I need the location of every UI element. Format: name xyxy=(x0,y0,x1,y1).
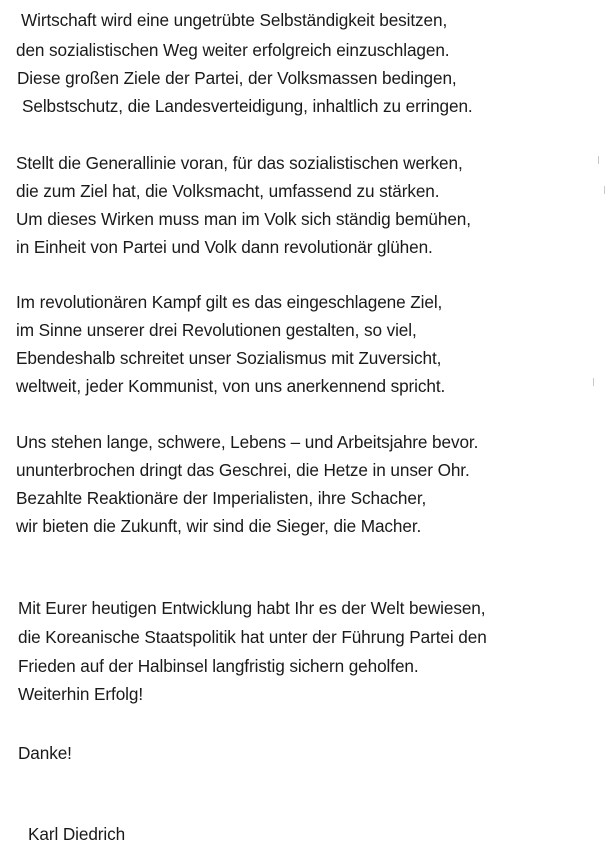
stanza-2-line-3: Um dieses Wirken muss man im Volk sich ständig bemühen, xyxy=(16,209,471,229)
stanza-4-line-3: Bezahlte Reaktionäre der Imperialisten, ihre Schacher, xyxy=(16,488,427,508)
stanza-4-line-4: wir bieten die Zukunft, wir sind die Sieger, die Macher. xyxy=(16,516,422,536)
closing-line-4: Weiterhin Erfolg! xyxy=(18,684,144,704)
scan-speck xyxy=(598,156,599,164)
scan-speck xyxy=(604,186,605,194)
closing-line-2: die Koreanische Staatspolitik hat unter der Führung Partei den xyxy=(18,627,487,647)
stanza-4-line-2: ununterbrochen dringt das Geschrei, die Hetze in unser Ohr. xyxy=(16,460,470,480)
stanza-3-line-4: weltweit, jeder Kommunist, von uns anerkennend spricht. xyxy=(16,376,446,396)
stanza-1-line-4: Selbstschutz, die Landesverteidigung, inhaltlich zu erringen. xyxy=(22,96,473,116)
stanza-3-line-1: Im revolutionären Kampf gilt es das eingeschlagene Ziel, xyxy=(16,292,443,312)
stanza-2-line-1: Stellt die Generallinie voran, für das sozialistischen werken, xyxy=(16,153,463,173)
closing-line-1: Mit Eurer heutigen Entwicklung habt Ihr es der Welt bewiesen, xyxy=(18,598,486,618)
thanks-text: Danke! xyxy=(18,743,72,763)
stanza-1-line-2: den sozialistischen Weg weiter erfolgreich einzuschlagen. xyxy=(16,40,450,60)
signature-name: Karl Diedrich xyxy=(28,824,126,844)
stanza-1-line-3: Diese großen Ziele der Partei, der Volksmassen bedingen, xyxy=(17,68,457,88)
stanza-1-line-1: Wirtschaft wird eine ungetrübte Selbständigkeit besitzen, xyxy=(21,10,448,30)
stanza-2-line-2: die zum Ziel hat, die Volksmacht, umfassend zu stärken. xyxy=(16,181,440,201)
stanza-3-line-2: im Sinne unserer drei Revolutionen gestalten, so viel, xyxy=(16,320,417,340)
closing-line-3: Frieden auf der Halbinsel langfristig sichern geholfen. xyxy=(18,656,419,676)
scan-speck xyxy=(593,378,594,386)
stanza-2-line-4: in Einheit von Partei und Volk dann revolutionär glühen. xyxy=(16,237,433,257)
stanza-3-line-3: Ebendeshalb schreitet unser Sozialismus mit Zuversicht, xyxy=(16,348,442,368)
stanza-4-line-1: Uns stehen lange, schwere, Lebens – und Arbeitsjahre bevor. xyxy=(16,432,479,452)
